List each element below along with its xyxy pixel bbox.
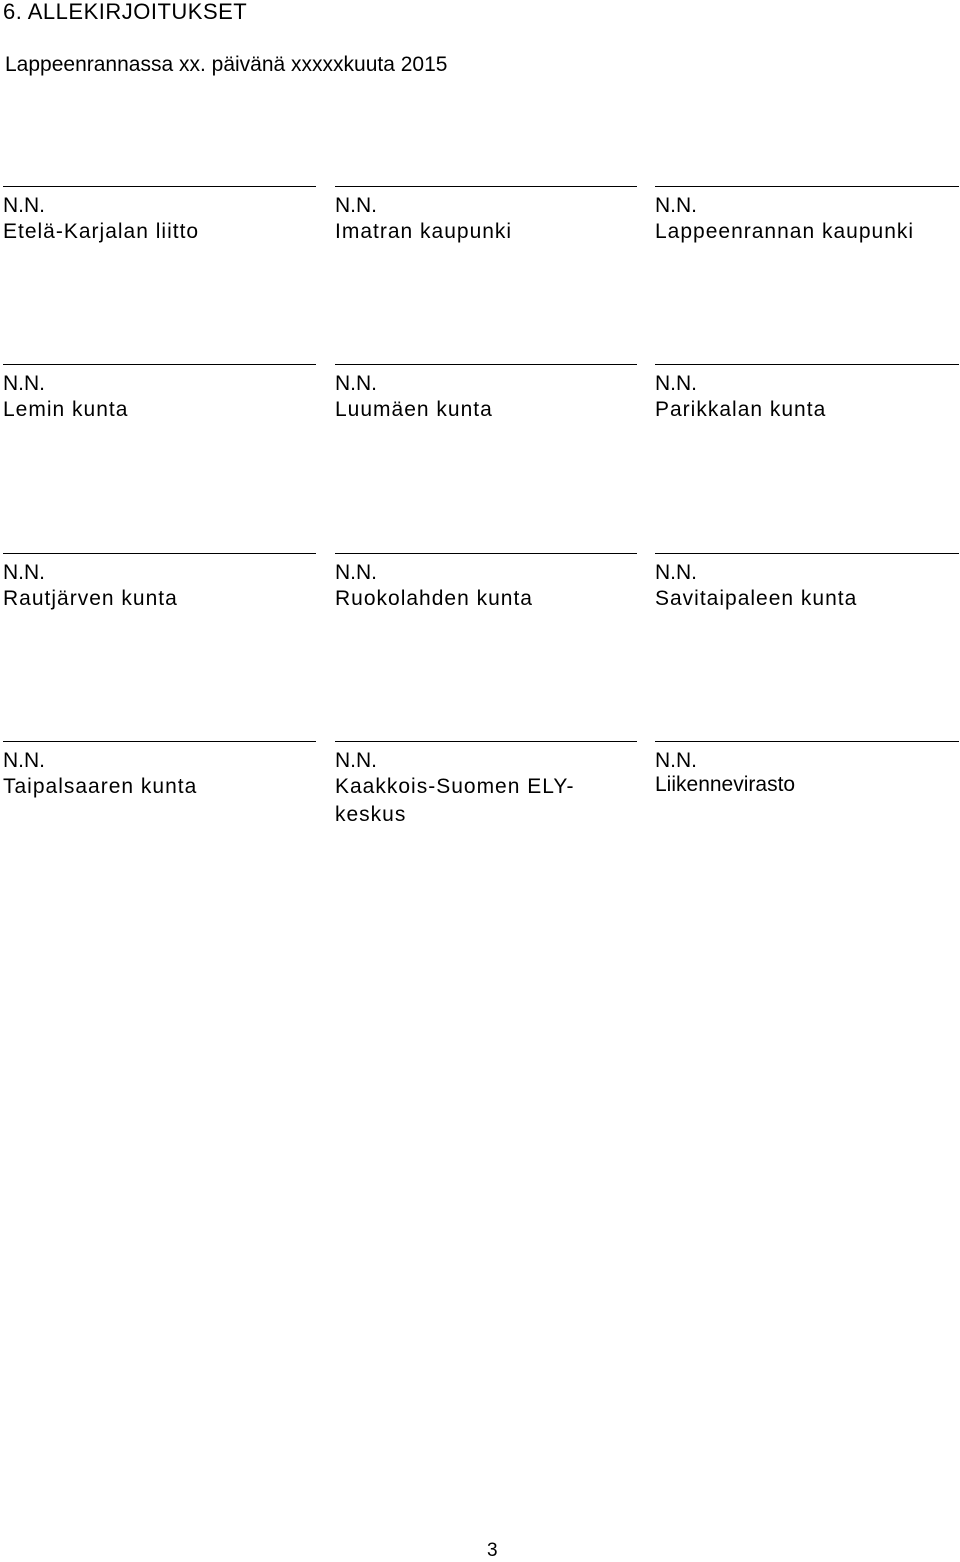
signatory-organization: Lappeenrannan kaupunki bbox=[655, 220, 915, 243]
signatory-name: N.N. bbox=[335, 561, 377, 584]
signatory-name: N.N. bbox=[655, 561, 697, 584]
signature-block-imatran-kaupunki bbox=[335, 186, 637, 246]
signatory-organization: Ruokolahden kunta bbox=[335, 587, 533, 610]
signature-block-liikennevirasto bbox=[655, 741, 959, 797]
signatory-organization: Taipalsaaren kunta bbox=[3, 775, 198, 798]
signatory-name: N.N. bbox=[3, 372, 45, 395]
signatory-organization: Liikennevirasto bbox=[655, 773, 796, 796]
signatory-name: N.N. bbox=[335, 749, 377, 772]
section-heading: 6. ALLEKIRJOITUKSET bbox=[3, 0, 248, 24]
signature-block-lemin-kunta bbox=[3, 364, 316, 424]
signatory-name: N.N. bbox=[655, 194, 697, 217]
signatory-organization: Rautjärven kunta bbox=[3, 587, 178, 610]
signatory-organization: Parikkalan kunta bbox=[655, 398, 827, 421]
signatory-name: N.N. bbox=[655, 749, 697, 772]
signatory-organization: Etelä-Karjalan liitto bbox=[3, 220, 200, 243]
signatory-name: N.N. bbox=[3, 194, 45, 217]
signatory-organization: Luumäen kunta bbox=[335, 398, 493, 421]
signatory-name: N.N. bbox=[655, 372, 697, 395]
signature-block-kaakkois-suomen-ely-keskus bbox=[335, 741, 637, 829]
place-and-date: Lappeenrannassa xx. päivänä xxxxxkuuta 2015 bbox=[5, 53, 448, 76]
signatory-name: N.N. bbox=[335, 372, 377, 395]
signatory-organization: Lemin kunta bbox=[3, 398, 129, 421]
signatory-organization: Kaakkois-Suomen ELY-keskus bbox=[335, 775, 575, 826]
signature-block-ruokolahden-kunta bbox=[335, 553, 637, 613]
signatory-organization: Imatran kaupunki bbox=[335, 220, 513, 243]
signature-block-lappeenrannan-kaupunki bbox=[655, 186, 959, 246]
signatory-organization: Savitaipaleen kunta bbox=[655, 587, 858, 610]
signature-block-luumaen-kunta bbox=[335, 364, 637, 424]
page-number: 3 bbox=[487, 1540, 498, 1561]
signature-block-etela-karjalan-liitto bbox=[3, 186, 316, 246]
signature-block-taipalsaaren-kunta bbox=[3, 741, 316, 801]
signature-block-rautjarven-kunta bbox=[3, 553, 316, 613]
signatory-name: N.N. bbox=[3, 749, 45, 772]
signatory-name: N.N. bbox=[3, 561, 45, 584]
signature-block-savitaipaleen-kunta bbox=[655, 553, 959, 613]
signatory-name: N.N. bbox=[335, 194, 377, 217]
signature-block-parikkalan-kunta bbox=[655, 364, 959, 424]
